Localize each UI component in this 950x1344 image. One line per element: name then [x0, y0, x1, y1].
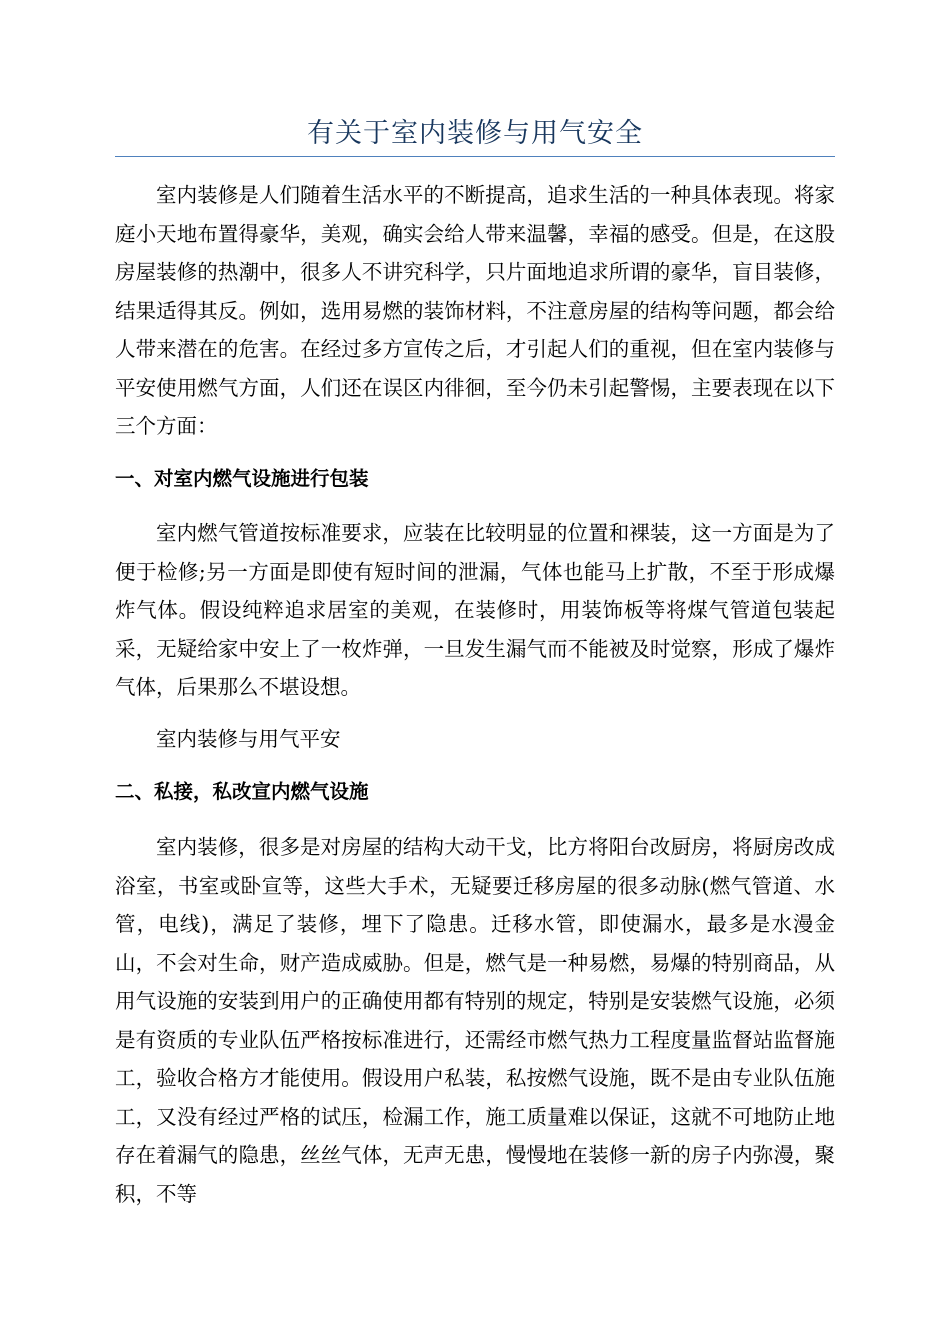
section-1-paragraph: 室内燃气管道按标准要求，应装在比较明显的位置和裸装，这一方面是为了便于检修;另一方面是即使有短时间的泄漏，气体也能马上扩散，不至于形成爆炸气体。假设纯粹追求居室的美观，在装修时，用装饰板等将煤气管道包装起采，无疑给家中安上了一枚炸弹，一旦发生漏气而不能被及时觉察，形成了爆炸气体，后果那么不堪设想。: [115, 521, 835, 699]
section-2-heading-block: [115, 773, 835, 811]
section-2-heading: 二、私接，私改宣内燃气设施: [115, 780, 369, 803]
subtitle-paragraph: 室内装修与用气平安: [156, 727, 341, 751]
intro-paragraph-block: [115, 176, 835, 446]
section-1-heading-block: [115, 460, 835, 498]
intro-paragraph: 室内装修是人们随着生活水平的不断提高，追求生活的一种具体表现。将家庭小天地布置得豪华，美观，确实会给人带来温馨，幸福的感受。但是，在这股房屋装修的热潮中，很多人不讲究科学，只片面地追求所谓的豪华，盲目装修，结果适得其反。例如，选用易燃的装饰材料，不注意房屋的结构等问题，都会给人带来潜在的危害。在经过多方宣传之后，才引起人们的重视，但在室内装修与平安使用燃气方面，人们还在误区内徘徊，至今仍未引起警惕，主要表现在以下三个方面：: [115, 183, 835, 438]
section-1-paragraph-block: [115, 514, 835, 707]
section-1-heading: 一、对室内燃气设施进行包装: [115, 467, 369, 490]
title-underline: [115, 112, 835, 157]
section-2-paragraph-block: [115, 828, 835, 1213]
subtitle-paragraph-block: [115, 720, 835, 759]
document-title: 有关于室内装修与用气安全: [307, 118, 643, 149]
section-2-paragraph: 室内装修，很多是对房屋的结构大动干戈，比方将阳台改厨房，将厨房改成浴室，书室或卧宣等，这些大手术，无疑要迁移房屋的很多动脉(燃气管道、水管，电线)，满足了装修，埋下了隐患。迁移水管，即使漏水，最多是水漫金山，不会对生命，财产造成威胁。但是，燃气是一种易燃，易爆的特别商品，从用气设施的安装到用户的正确使用都有特别的规定，特别是安装燃气设施，必须是有资质的专业队伍严格按标准进行，还需经市燃气热力工程度量监督站监督施工，验收合格方才能使用。假设用户私装，私按燃气设施，既不是由专业队伍施工，又没有经过严格的试压，检漏工作，施工质量难以保证，这就不可地防止地存在着漏气的隐患，丝丝气体，无声无患，慢慢地在装修一新的房子内弥漫，聚积，不等: [115, 835, 835, 1206]
